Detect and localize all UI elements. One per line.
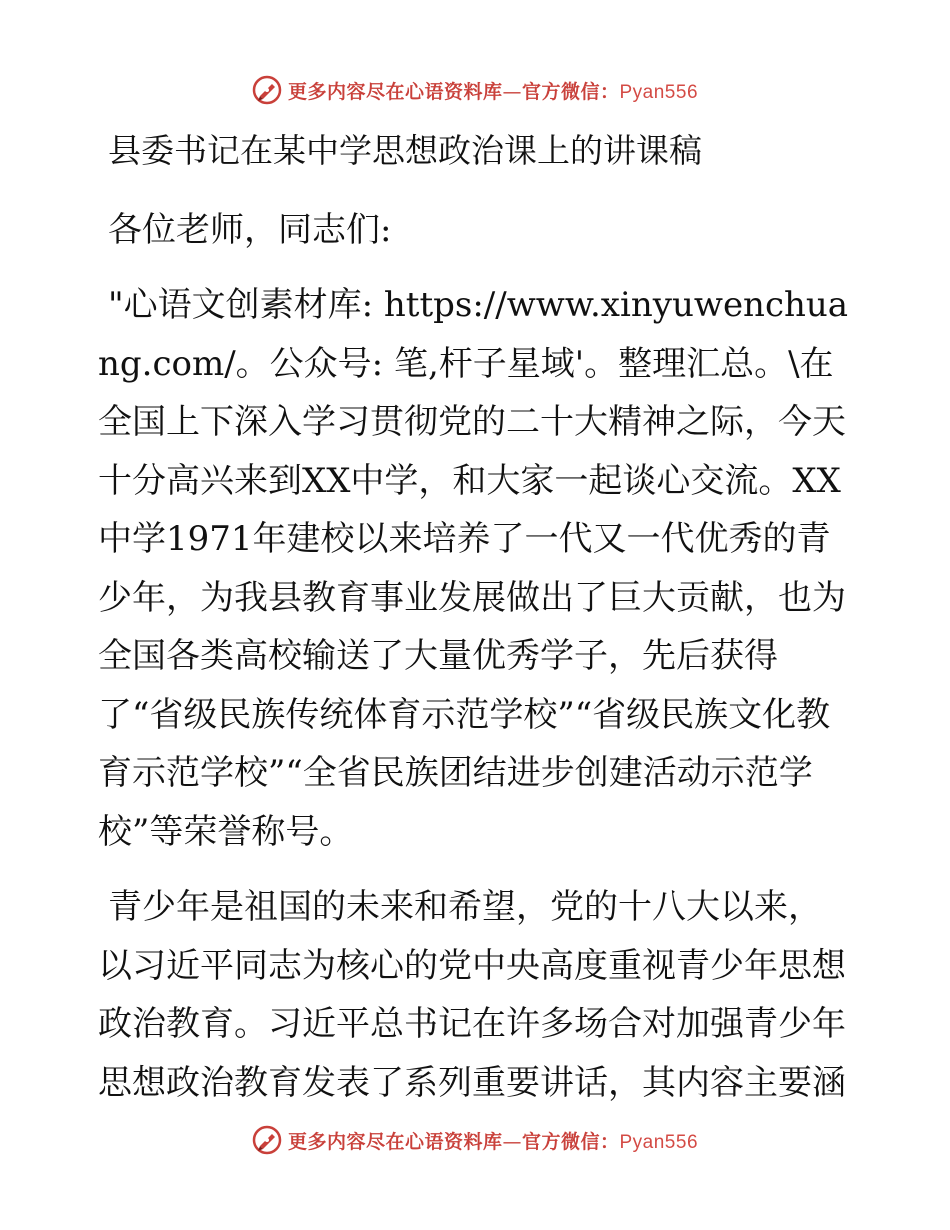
document-body [98, 122, 850, 1112]
banner-wechat-handle: Pyan556 [619, 1131, 699, 1153]
banner-wechat-label: 官方微信： [521, 1130, 620, 1153]
document-title: 县委书记在某中学思想政治课上的讲课稿 [108, 131, 702, 170]
banner-text [288, 77, 698, 104]
header-banner [0, 70, 950, 110]
banner-main-text: 更多内容尽在心语资料库 [287, 80, 503, 103]
banner-wechat-label: 官方微信： [521, 80, 620, 103]
pen-logo-icon [252, 1125, 282, 1155]
banner-dash: — [502, 1130, 522, 1153]
footer-banner [0, 1120, 950, 1160]
paragraph-2: 青少年是祖国的未来和希望，党的十八大以来，以习近平同志为核心的党中央高度重视青少年思想政治教育。习近平总书记在许多场合对加强青少年思想政治教育发表了系列重要讲话，其内容主要涵 [98, 887, 846, 1103]
greeting: 各位老师，同志们: [108, 209, 392, 250]
banner-wechat-handle: Pyan556 [619, 81, 699, 103]
banner-text [288, 1127, 698, 1154]
banner-main-text: 更多内容尽在心语资料库 [287, 1130, 503, 1153]
pen-logo-icon [252, 75, 282, 105]
banner-dash: — [502, 80, 522, 103]
paragraph-1: "心语文创素材库: https://www.xinyuwenchuang.com/。公众号: 笔,杆子星域'。整理汇总。\在全国上下深入学习贯彻党的二十大精神之际，今天十分高兴来到XX中学，和大家一起谈心交流。XX中学1971年建校以来培养了一代又一代优秀的青少年，为我县教育事业发展做出了巨大贡献，也为全国各类高校输送了大量优秀学子，先后获得了“省级民族传统体育示范学校”“省级民族文化教育示范学校”“全省民族团结进步创建活动示范学校”等荣誉称号。 [98, 285, 849, 852]
